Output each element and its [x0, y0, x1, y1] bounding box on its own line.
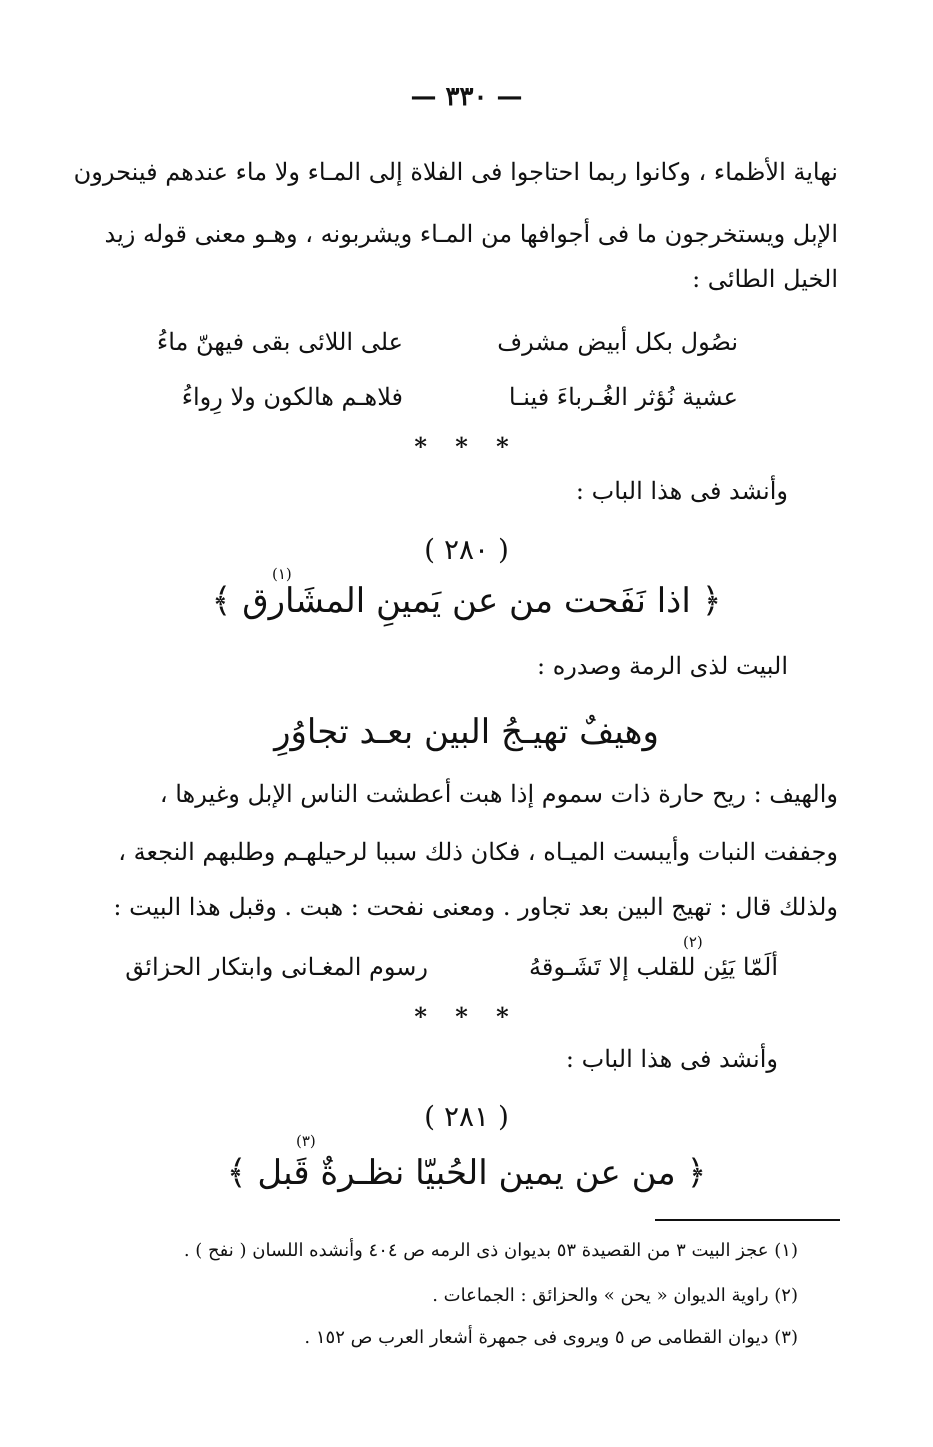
intro-line: وأنشد فى هذا الباب : — [565, 1045, 778, 1073]
verse-hemistich-left: رسوم المغـانى وابتكار الحزائق — [125, 953, 428, 981]
verse-hemistich: وهيفٌ تهيـجُ البين بعـد تجاوُرِ — [274, 712, 659, 752]
verse-hemistich-right: ألَمّا يَئِن للقلب إلا تَشَـوقهُ — [529, 953, 778, 981]
prose-line: نهاية الأظماء ، وكانوا ربما احتاجوا فى الفلاة إلى المـاء ولا ماء عندهم فينحرون — [73, 158, 838, 186]
verse-hemistich-left: فلاهـم هالكون ولا رِواءُ — [181, 383, 403, 411]
footnote-marker: (٣) — [296, 1132, 316, 1150]
verse-hemistich-right: نصُول بكل أبيض مشرف — [497, 328, 738, 356]
intro-line: وأنشد فى هذا الباب : — [575, 477, 788, 505]
footnote-rule — [655, 1219, 840, 1221]
attribution-line: البيت لذى الرمة وصدره : — [536, 652, 788, 680]
entry-number: ( ٢٨١ ) — [424, 1100, 509, 1133]
footnote: (٣) ديوان القطامى ص ٥ ويروى فى جمهرة أشعار العرب ص ١٥٢ . — [304, 1327, 798, 1348]
quoted-verse: ﴿ اذا نَفَحت من عن يَمينِ المشَارق ﴾ — [211, 581, 722, 621]
prose-line: الإبل ويستخرجون ما فى أجوافها من المـاء ويشربونه ، وهـو معنى قوله زيد — [104, 220, 838, 248]
verse-hemistich-right: عشية نُؤثر الغُـرباءَ فينـا — [508, 383, 738, 411]
footnote: (٢) راوية الديوان « يحن » والحزائق : الجماعات . — [432, 1285, 798, 1306]
footnote-marker: (١) — [272, 565, 292, 583]
footnote: (١) عجز البيت ٣ من القصيدة ٥٣ بديوان ذى الرمه ص ٤٠٤ وأنشده اللسان ( نفح ) . — [183, 1240, 798, 1261]
footnote-marker: (٢) — [683, 933, 703, 951]
prose-line: وجففت النبات وأيبست الميـاه ، فكان ذلك سببا لرحيلهـم وطلبهم النجعة ، — [118, 838, 838, 866]
prose-line: والهيف : ريح حارة ذات سموم إذا هبت أعطشت الناس الإبل وغيرها ، — [159, 780, 838, 808]
quoted-verse: ﴿ من عن يمين الحُبيّا نظـرةٌ قَبل ﴾ — [226, 1153, 707, 1193]
page-number: — ٣٣٠ — — [410, 82, 523, 112]
prose-line: الخيل الطائى : — [692, 265, 838, 293]
section-separator: * * * — [414, 432, 519, 461]
entry-number: ( ٢٨٠ ) — [424, 533, 509, 566]
section-separator: * * * — [414, 1002, 519, 1031]
verse-hemistich-left: على اللائى بقى فيهنّ ماءُ — [156, 328, 403, 356]
prose-line: ولذلك قال : تهيج البين بعد تجاور . ومعنى نفحت : هبت . وقبل هذا البيت : — [113, 893, 838, 921]
